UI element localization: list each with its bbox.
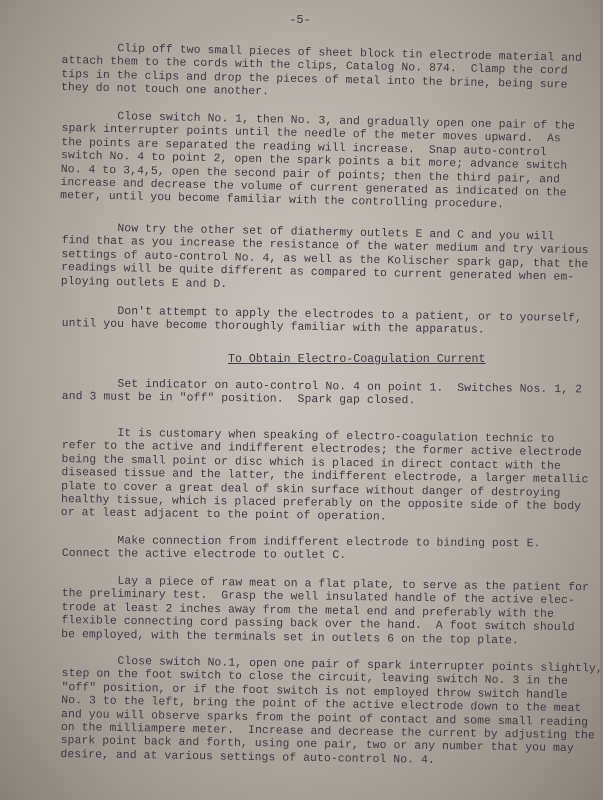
paragraph-warning: Don't attempt to apply the electrodes to a patient, or to yourself, until you have become thoroughly familiar with the apparatus. xyxy=(61,305,583,338)
paragraph-close-switches: Close switch No. 1, then No. 3, and gradually open one pair of the spark interrupter points until the needle of the meter moves upward. As the points are separated the reading will increase. Snap auto-control switch No. 4 to point 2, open the spark points a bit more; advance switch No. 4 to 3,4,5, open the second pair of points; then the third pair, and increase and decrease the volume of current generated as indicated on the meter, until you become familiar with the controlling procedure. xyxy=(60,110,576,212)
paragraph-set-indicator: Set indicator on auto-control No. 4 on point 1. Switches Nos. 1, 2 and 3 must be in "off" position. Spark gap closed. xyxy=(61,378,583,408)
page-number: -5- xyxy=(289,13,311,27)
paragraph-raw-meat-test: Lay a piece of raw meat on a flat plate, to serve as the patient for the preliminary test. Grasp the well insulated handle of the active elec- trode at least 2 inches away from the metal end and preferably with the flexible connecting cord passing back over the hand. A foot switch should be employed, with the terminals set in outlets 6 on the top plate. xyxy=(61,575,590,648)
paragraph-operate-switch: Close switch No.1, open one pair of spark interrupter points slightly, step on the foot switch to close the circuit, leaving switch No. 3 in the "off" position, or if the foot switch is not employed throw switch handle No. 3 to the left, bring the point of the active electrode down to the meat and you will observe sparks from the point of contact and some small reading on the milliampere meter. Increase and decrease the current by adjusting the spark point back and forth, using one pair, two or any number that you may desire, and at various settings of auto-control No. 4. xyxy=(60,655,603,767)
paragraph-make-connection: Make connection from indifferent electrode to binding post E. Connect the active electrode to outlet C. xyxy=(61,535,541,563)
section-heading: To Obtain Electro-Coagulation Current xyxy=(228,353,486,366)
paragraph-diathermy-outlets: Now try the other set of diathermy outlets E and C and you will find that as you increase the resistance of the water medium and try various settings of auto-control No. 4, as well as the Kolischer spark gap, that the readings will be quite different as compared to current generated when em- ploying outlets E and D. xyxy=(60,222,589,291)
paragraph-clip-electrodes: Clip off two small pieces of sheet block tin electrode material and attach them to the cords with the clips, Catalog No. 874. Clamp the cord tips in the clips and drop the pieces of metal into the brine, being sure they do not touch one another. xyxy=(60,42,583,99)
paragraph-electrodes-explained: It is customary when speaking of electro-coagulation technic to refer to the active and indifferent electrodes; the former active electrode being the small point or disc which is placed in direct contact with the diseased tissue and the latter, the indifferent electrode, a larger metallic plate to cover a great deal of skin surface without danger of destroying healthy tissue, which is placed preferably on the opposite side of the body or at least adjacent to the point of operation. xyxy=(60,427,589,524)
